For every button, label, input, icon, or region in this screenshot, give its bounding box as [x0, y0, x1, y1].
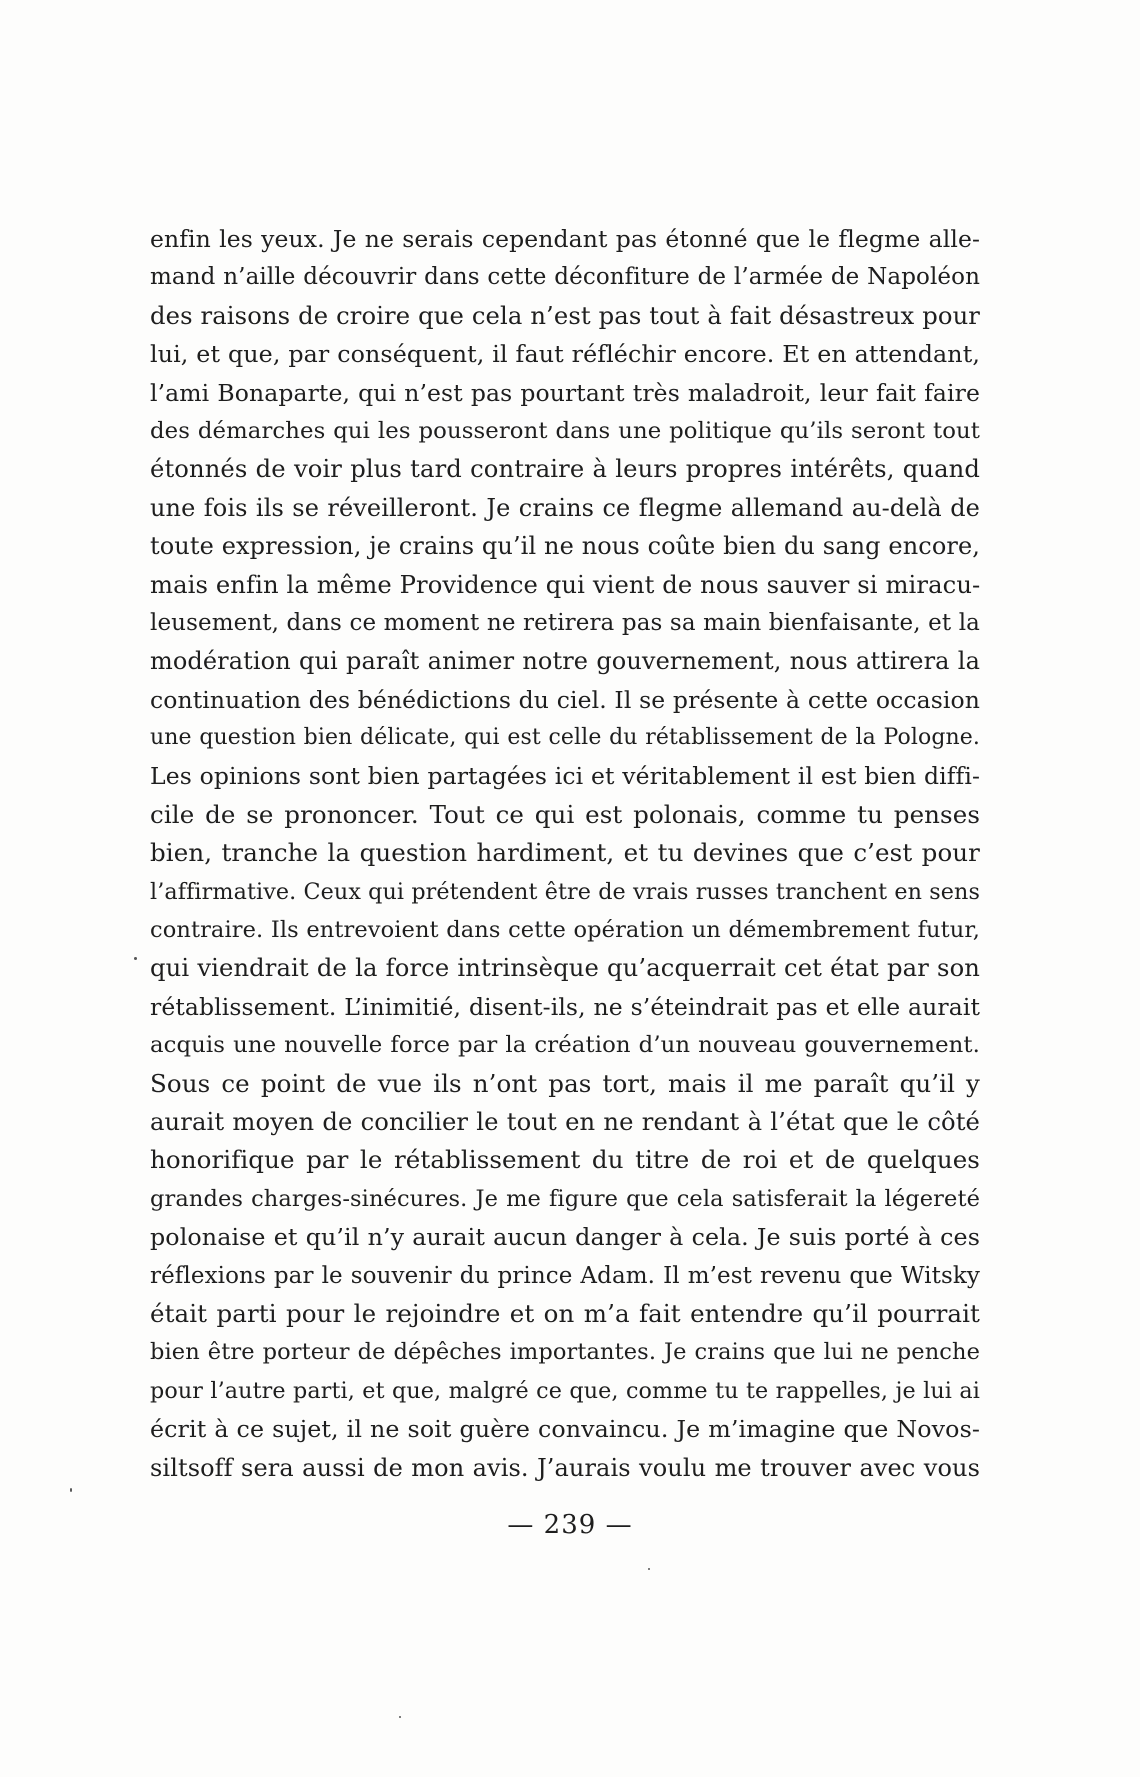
text-line: pour l’autre parti, et que, malgré ce que, comme tu te rappelles, je lui ai [150, 1377, 980, 1404]
text-line: polonaise et qu’il n’y aurait aucun danger à cela. Je suis porté à ces [150, 1223, 980, 1252]
text-line: grandes charges-sinécures. Je me figure que cela satisferait la légereté [150, 1185, 980, 1212]
text-line: étonnés de voir plus tard contraire à leurs propres intérêts, quand [150, 454, 980, 484]
text-line: Les opinions sont bien partagées ici et véritablement il est bien diffi- [150, 762, 980, 791]
text-line: des raisons de croire que cela n’est pas tout à fait désastreux pour [150, 300, 980, 330]
text-line: des démarches qui les pousseront dans une politique qu’ils seront tout [150, 417, 980, 444]
text-line: contraire. Ils entrevoient dans cette opération un démembrement futur, [150, 917, 980, 944]
text-line: siltsoff sera aussi de mon avis. J’aurais voulu me trouver avec vous [150, 1453, 980, 1482]
text-line: une question bien délicate, qui est celle du rétablissement de la Pologne. [150, 725, 980, 751]
text-line: aurait moyen de concilier le tout en ne rendant à l’état que le côté [150, 1106, 980, 1136]
text-line: mand n’aille découvrir dans cette déconfiture de l’armée de Napoléon [150, 264, 980, 291]
text-line: une fois ils se réveilleront. Je crains ce flegme allemand au-delà de [150, 493, 980, 522]
text-line: continuation des bénédictions du ciel. Il se présente à cette occasion [150, 685, 980, 714]
ink-speck [134, 957, 137, 960]
text-line: rétablissement. L’inimitié, disent-ils, ne s’éteindrait pas et elle aurait [150, 992, 980, 1021]
text-line: réflexions par le souvenir du prince Adam. Il m’est revenu que Witsky [150, 1262, 980, 1289]
ink-speck [399, 1716, 401, 1718]
text-line: l’affirmative. Ceux qui prétendent être de vrais russes tranchent en sens [150, 878, 980, 905]
text-line: leusement, dans ce moment ne retirera pas sa main bienfaisante, et la [150, 609, 980, 636]
text-line: était parti pour le rejoindre et on m’a fait entendre qu’il pourrait [150, 1298, 980, 1328]
page-number: — 239 — [507, 1510, 633, 1540]
text-line: lui, et que, par conséquent, il faut réfléchir encore. Et en attendant, [150, 340, 980, 369]
text-line: qui viendrait de la force intrinsèque qu’acquerrait cet état par son [150, 953, 980, 983]
text-line: honorifique par le rétablissement du titre de roi et de quelques [150, 1145, 980, 1175]
body-text [150, 220, 980, 1487]
text-line: écrit à ce sujet, il ne soit guère convaincu. Je m’imagine que Novos- [150, 1415, 980, 1444]
text-line: modération qui paraît animer notre gouvernement, nous attirera la [150, 647, 980, 676]
text-line: bien, tranche la question hardiment, et tu devines que c’est pour [150, 838, 980, 868]
text-line: bien être porteur de dépêches importantes. Je crains que lui ne penche [150, 1339, 980, 1366]
text-line: acquis une nouvelle force par la création d’un nouveau gouvernement. [150, 1032, 980, 1059]
text-line: toute expression, je crains qu’il ne nous coûte bien du sang encore, [150, 532, 980, 561]
text-line: cile de se prononcer. Tout ce qui est polonais, comme tu penses [150, 799, 980, 829]
text-line: mais enfin la même Providence qui vient de nous sauver si miracu- [150, 569, 981, 599]
text-line: l’ami Bonaparte, qui n’est pas pourtant très maladroit, leur fait faire [150, 378, 980, 407]
ink-speck [70, 1488, 72, 1492]
text-line: enfin les yeux. Je ne serais cependant pas étonné que le flegme alle- [150, 225, 980, 253]
text-line: Sous ce point de vue ils n’ont pas tort, mais il me paraît qu’il y [150, 1068, 980, 1098]
ink-speck [648, 1568, 650, 1570]
